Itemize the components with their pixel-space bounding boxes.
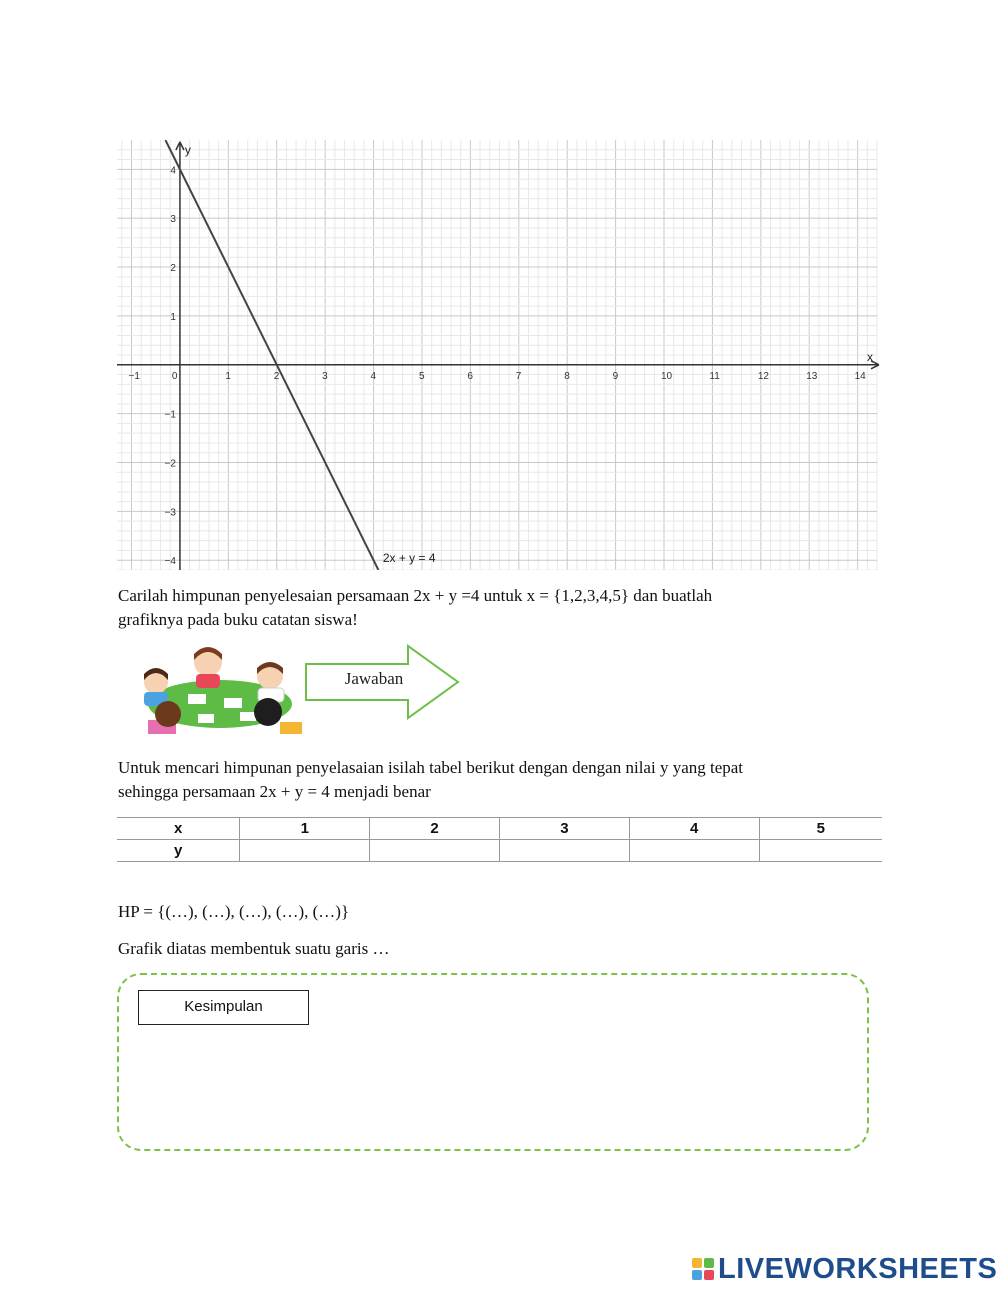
x-tick-label: 12 bbox=[757, 370, 769, 382]
y-tick-label: −2 bbox=[164, 458, 176, 470]
instruction-line-2: sehingga persamaan 2x + y = 4 menjadi benar bbox=[118, 782, 431, 801]
instruction-line-1: Untuk mencari himpunan penyelasaian isilah tabel berikut dengan dengan nilai y yang tepat bbox=[118, 758, 744, 777]
y-tick-label: 1 bbox=[170, 311, 176, 323]
x-value-cell: 2 bbox=[370, 818, 500, 840]
grafik-question: Grafik diatas membentuk suatu garis … bbox=[118, 939, 390, 958]
brand-logo-icon bbox=[692, 1258, 714, 1280]
x-tick-label: 3 bbox=[322, 370, 328, 382]
kid-shirt bbox=[196, 674, 220, 688]
question-text bbox=[118, 584, 838, 632]
row-x-label: x bbox=[117, 818, 240, 840]
x-tick-label: 11 bbox=[709, 370, 720, 382]
y-tick-label: 2 bbox=[170, 263, 176, 275]
coordinate-graph bbox=[117, 140, 883, 570]
students-discussion-illustration bbox=[128, 646, 308, 738]
bag-shape bbox=[280, 722, 302, 734]
hp-answer-line: HP = {(…), (…), (…), (…), (…)} bbox=[118, 902, 350, 921]
kid-head-back bbox=[254, 698, 282, 726]
row-y-label: y bbox=[117, 840, 240, 862]
x-tick-label: 4 bbox=[370, 370, 377, 382]
question-line-1: Carilah himpunan penyelesaian persamaan 2x + y =4 untuk x = {1,2,3,4,5} dan buatlah bbox=[118, 586, 713, 605]
x-tick-label: 2 bbox=[273, 370, 280, 382]
x-value-cell: 1 bbox=[240, 818, 370, 840]
line-equation-label: 2x + y = 4 bbox=[382, 550, 436, 565]
instruction-text bbox=[118, 756, 838, 804]
y-answer-cell[interactable] bbox=[240, 840, 370, 862]
y-answer-cell[interactable] bbox=[759, 840, 882, 862]
y-axis-name: y bbox=[184, 143, 191, 157]
question-line-2: grafiknya pada buku catatan siswa! bbox=[118, 610, 358, 629]
brand-text: LIVEWORKSHEETS bbox=[718, 1252, 998, 1285]
paper-shape bbox=[240, 712, 256, 721]
paper-shape bbox=[198, 714, 214, 723]
paper-shape bbox=[224, 698, 242, 708]
x-tick-label: 7 bbox=[515, 370, 522, 382]
paper-shape bbox=[188, 694, 206, 704]
table-row-x bbox=[117, 818, 882, 840]
kesimpulan-label: Kesimpulan bbox=[138, 990, 309, 1025]
kid-head-back bbox=[155, 701, 181, 727]
x-tick-label: 9 bbox=[612, 370, 619, 382]
table-row-y bbox=[117, 840, 882, 862]
y-tick-label: 3 bbox=[170, 214, 176, 226]
y-tick-label: 4 bbox=[170, 165, 176, 177]
liveworksheets-logo bbox=[692, 1252, 997, 1286]
x-tick-label: 14 bbox=[854, 370, 866, 382]
x-tick-label: 13 bbox=[806, 370, 818, 382]
y-answer-cell[interactable] bbox=[370, 840, 500, 862]
x-tick-label: 5 bbox=[418, 370, 425, 382]
x-tick-label: 8 bbox=[564, 370, 570, 382]
x-tick-label: 0 bbox=[171, 370, 178, 382]
x-axis-name: x bbox=[867, 349, 873, 364]
x-tick-label: 10 bbox=[661, 370, 673, 382]
jawaban-label: Jawaban bbox=[344, 669, 404, 688]
x-tick-label: 6 bbox=[467, 370, 473, 382]
y-answer-cell[interactable] bbox=[499, 840, 629, 862]
y-answer-cell[interactable] bbox=[629, 840, 759, 862]
x-value-cell: 4 bbox=[629, 818, 759, 840]
xy-table bbox=[117, 817, 882, 862]
y-tick-label: −4 bbox=[164, 556, 176, 568]
x-tick-label: −1 bbox=[128, 370, 140, 382]
x-value-cell: 3 bbox=[499, 818, 629, 840]
y-tick-label: −3 bbox=[164, 507, 176, 519]
y-tick-label: −1 bbox=[164, 409, 176, 421]
graph-svg bbox=[117, 140, 883, 570]
x-value-cell: 5 bbox=[759, 818, 882, 840]
x-tick-label: 1 bbox=[225, 370, 231, 382]
